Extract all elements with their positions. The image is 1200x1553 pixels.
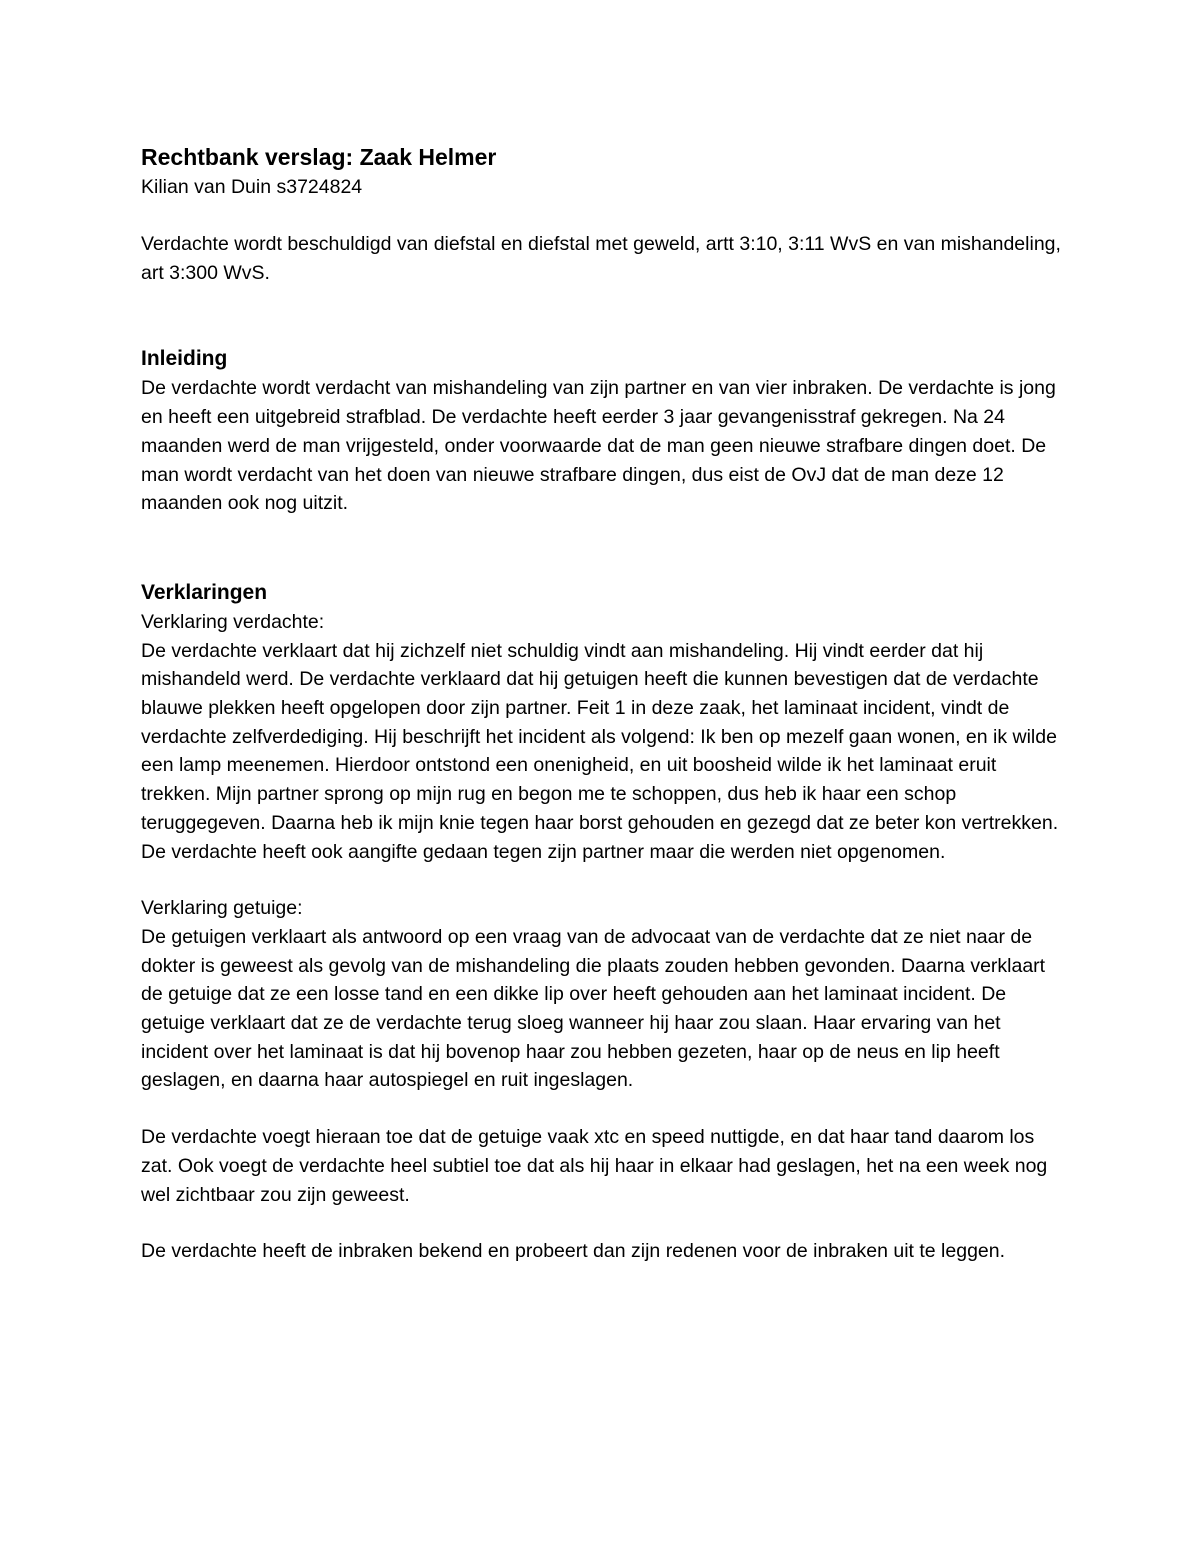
author-line: Kilian van Duin s3724824	[141, 176, 363, 198]
subheading-verklaring-verdachte: Verklaring verdachte:	[141, 610, 325, 633]
verklaring-verdachte-paragraph: De verdachte verklaart dat hij zichzelf niet schuldig vindt aan mishandeling. Hij vindt eerder dat hij mishandeld werd. De verdachte verklaard dat hij getuigen heeft die kunnen bevestigen dat de verdachte blauwe plekken heeft opgelopen door zijn partner. Feit 1 in deze zaak, het laminaat incident, vindt de verdachte zelfverdediging. Hij beschrijft het incident als volgend: Ik ben op mezelf gaan wonen, en ik wilde een lamp meenemen. Hierdoor ontstond een onenigheid, en uit boosheid wilde ik het laminaat eruit trekken. Mijn partner sprong op mijn rug en begon me te schoppen, dus heb ik haar een schop teruggegeven. Daarna heb ik mijn knie tegen haar borst gehouden en gezegd dat ze beter kon vertrekken. De verdachte heeft ook aangifte gedaan tegen zijn partner maar die werden niet opgenomen.	[141, 639, 1059, 863]
section-heading-verklaringen: Verklaringen	[141, 580, 268, 604]
spacer	[141, 518, 1061, 578]
spacer	[141, 1095, 1061, 1123]
document-page	[141, 141, 1061, 1266]
inbraken-paragraph: De verdachte heeft de inbraken bekend en probeert dan zijn redenen voor de inbraken uit te leggen.	[141, 1240, 1006, 1263]
verklaring-getuige-paragraph: De getuigen verklaart als antwoord op een vraag van de advocaat van de verdachte dat ze niet naar de dokter is geweest als gevolg van de mishandeling die plaats zouden hebben gevonden. Daarna verklaart de getuige dat ze een losse tand en een dikke lip over heeft gehouden aan het laminaat incident. De getuige verklaart dat ze de verdachte terug sloeg wanneer hij haar zou slaan. Haar ervaring van het incident over het laminaat is dat hij bovenop haar zou hebben gezeten, haar op de neus en lip heeft geslagen, en daarna haar autospiegel en ruit ingeslagen.	[141, 925, 1046, 1092]
spacer	[141, 287, 1061, 344]
document-title: Rechtbank verslag: Zaak Helmer	[141, 144, 497, 170]
spacer	[141, 202, 1061, 230]
charges-paragraph: Verdachte wordt beschuldigd van diefstal en diefstal met geweld, artt 3:10, 3:11 WvS en van mishandeling, art 3:300 WvS.	[141, 233, 1061, 284]
spacer	[141, 1209, 1061, 1237]
inleiding-paragraph: De verdachte wordt verdacht van mishandeling van zijn partner en van vier inbraken. De verdachte is jong en heeft een uitgebreid strafblad. De verdachte heeft eerder 3 jaar gevangenisstraf gekregen. Na 24 maanden werd de man vrijgesteld, onder voorwaarde dat de man geen nieuwe strafbare dingen doet. De man wordt verdacht van het doen van nieuwe strafbare dingen, dus eist de OvJ dat de man deze 12 maanden ook nog uitzit.	[141, 377, 1056, 515]
spacer	[141, 866, 1061, 894]
section-heading-inleiding: Inleiding	[141, 347, 228, 371]
subheading-verklaring-getuige: Verklaring getuige:	[141, 897, 303, 920]
aanvulling-verdachte-paragraph: De verdachte voegt hieraan toe dat de getuige vaak xtc en speed nuttigde, en dat haar tand daarom los zat. Ook voegt de verdachte heel subtiel toe dat als hij haar in elkaar had geslagen, het na een week nog wel zichtbaar zou zijn geweest.	[141, 1126, 1048, 1206]
